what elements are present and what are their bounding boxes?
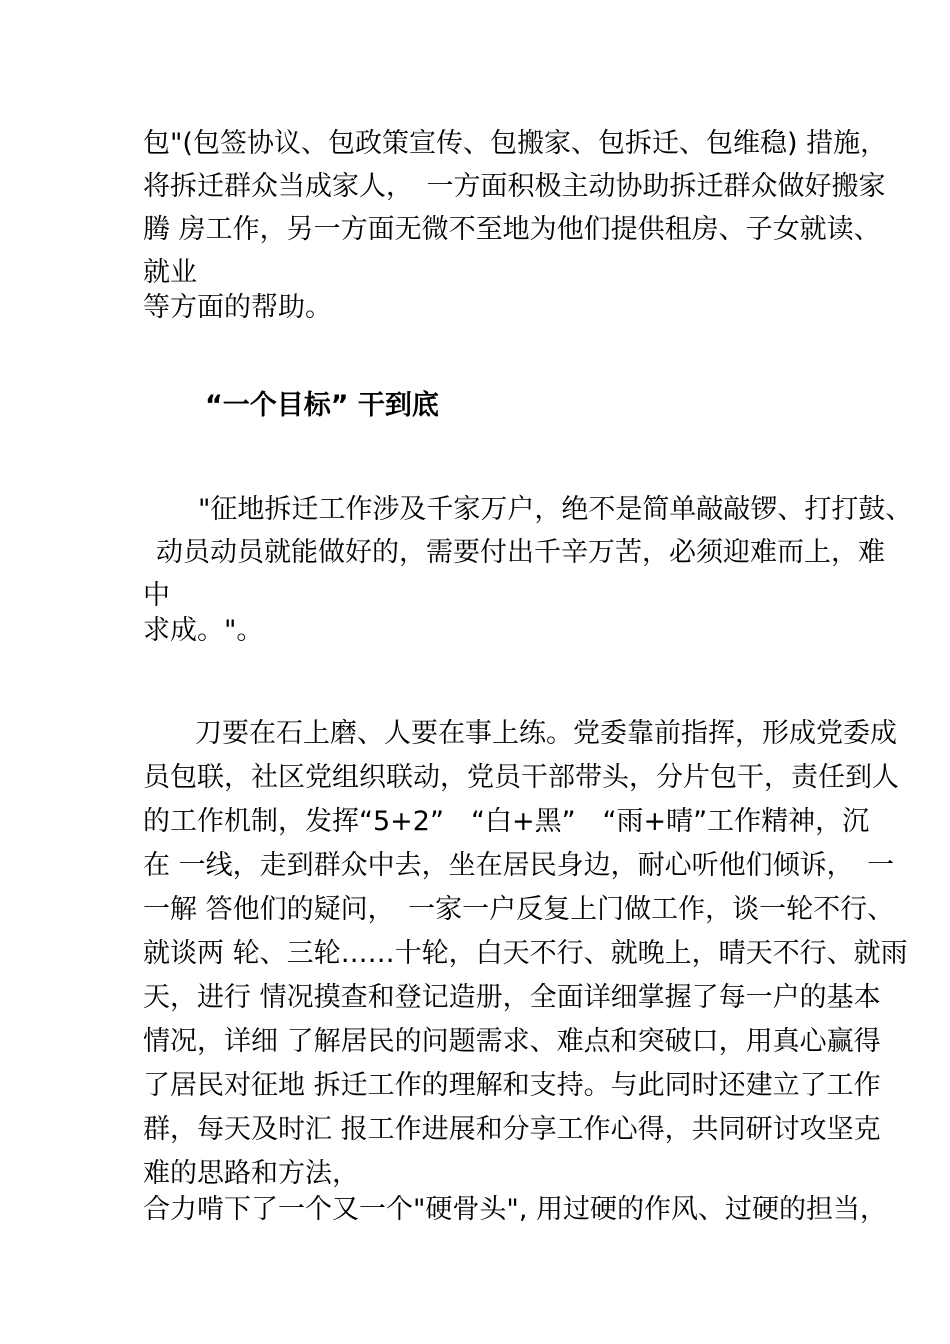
text-line: 中 (143, 580, 170, 611)
text-line: 求成。"。 (143, 615, 264, 646)
text-line: 在 一线，走到群众中去，坐在居民身边，耐心听他们倾诉， 一 (143, 850, 895, 881)
main-paragraph (143, 712, 908, 1232)
text-line: 合力啃下了一个又一个"硬骨头", 用过硬的作风、过硬的担当， (143, 1194, 888, 1225)
text-line: 就业 (143, 257, 197, 288)
section-heading (143, 384, 903, 427)
text-line: 将拆迁群众当成家人， 一方面积极主动协助拆迁群众做好搬家 (143, 171, 886, 202)
section-heading-text: “一个目标” 干到底 (205, 390, 439, 421)
text-line: 包"(包签协议、包政策宣传、包搬家、包拆迁、包维稳) 措施， (143, 128, 888, 159)
text-line: 情况，详细 了解居民的问题需求、难点和突破口，用真心赢得 (143, 1026, 881, 1057)
text-line: 的工作机制，发挥“5+2” “白+黑” “雨+晴”工作精神，沉 (143, 806, 870, 837)
text-line: 动员动员就能做好的，需要付出千辛万苦，必须迎难而上，难 (156, 537, 885, 568)
quote-paragraph (143, 488, 913, 652)
text-line: 员包联，社区党组织联动，党员干部带头，分片包干，责任到人 (143, 762, 899, 793)
text-line: "征地拆迁工作涉及千家万户，绝不是简单敲敲锣、打打鼓、 (198, 494, 913, 525)
text-line: 就谈两 轮、三轮……十轮，白天不行、就晚上，晴天不行、就雨 (143, 938, 908, 969)
document-content (143, 122, 913, 1232)
text-line: 等方面的帮助。 (143, 292, 332, 323)
text-line: 天，进行 情况摸查和登记造册，全面详细掌握了每一户的基本 (143, 982, 881, 1013)
text-line: 一解 答他们的疑问， 一家一户反复上门做工作，谈一轮不行、 (143, 894, 895, 925)
intro-paragraph (143, 122, 903, 329)
text-line: 刀要在石上磨、人要在事上练。党委靠前指挥，形成党委成 (195, 718, 897, 749)
text-line: 腾 房工作，另一方面无微不至地为他们提供租房、子女就读、 (143, 214, 881, 245)
text-line: 了居民对征地 拆迁工作的理解和支持。与此同时还建立了工作 (143, 1070, 881, 1101)
text-line: 群，每天及时汇 报工作进展和分享工作心得，共同研讨攻坚克 (143, 1114, 881, 1145)
text-line: 难的思路和方法， (143, 1158, 359, 1189)
